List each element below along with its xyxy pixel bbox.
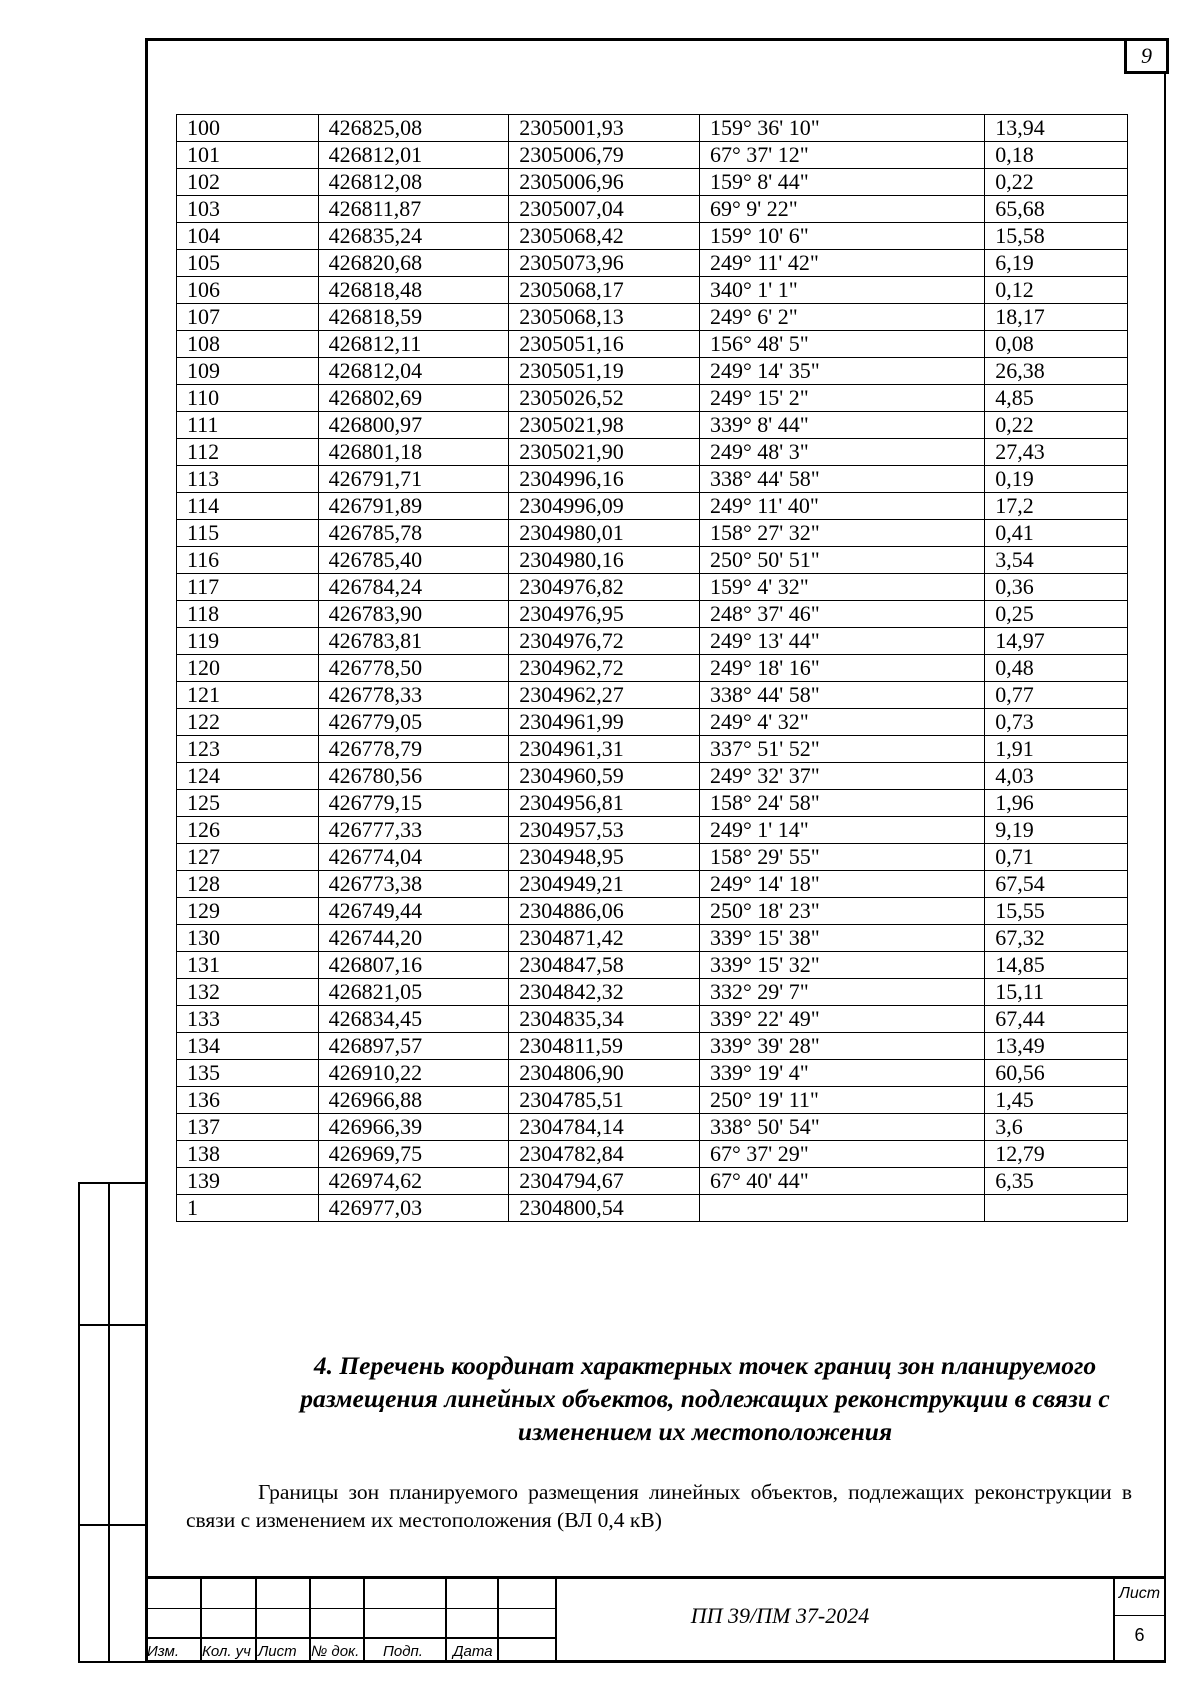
table-cell: 0,77 <box>985 682 1128 709</box>
table-row <box>177 142 1128 169</box>
table-row <box>177 412 1128 439</box>
table-cell: 426749,44 <box>318 898 509 925</box>
table-cell: 339° 39' 28" <box>699 1033 984 1060</box>
table-row <box>177 277 1128 304</box>
table-cell: 426802,69 <box>318 385 509 412</box>
table-row <box>177 844 1128 871</box>
table-row <box>177 709 1128 736</box>
table-row <box>177 196 1128 223</box>
table-cell: 2304962,72 <box>509 655 700 682</box>
stamp-label-doc-num: № док. <box>311 1643 360 1660</box>
table-row <box>177 250 1128 277</box>
table-cell: 337° 51' 52" <box>699 736 984 763</box>
table-row <box>177 898 1128 925</box>
table-cell: 124 <box>177 763 319 790</box>
table-cell: 339° 8' 44" <box>699 412 984 439</box>
table-cell: 159° 10' 6" <box>699 223 984 250</box>
table-cell: 115 <box>177 520 319 547</box>
table-cell: 249° 18' 16" <box>699 655 984 682</box>
table-cell: 249° 14' 35" <box>699 358 984 385</box>
table-cell: 426785,40 <box>318 547 509 574</box>
table-cell: 2305001,93 <box>509 115 700 142</box>
table-cell: 0,22 <box>985 169 1128 196</box>
table-cell: 426791,89 <box>318 493 509 520</box>
table-cell: 2305006,79 <box>509 142 700 169</box>
table-cell: 426807,16 <box>318 952 509 979</box>
table-row <box>177 439 1128 466</box>
table-cell: 0,73 <box>985 709 1128 736</box>
table-cell: 249° 4' 32" <box>699 709 984 736</box>
stamp-label-podp: Подп. <box>383 1643 423 1660</box>
table-cell: 426783,90 <box>318 601 509 628</box>
table-cell: 426777,33 <box>318 817 509 844</box>
table-cell: 136 <box>177 1087 319 1114</box>
table-cell: 249° 11' 40" <box>699 493 984 520</box>
table-row <box>177 1141 1128 1168</box>
table-cell: 0,18 <box>985 142 1128 169</box>
table-cell: 426821,05 <box>318 979 509 1006</box>
table-cell: 2304784,14 <box>509 1114 700 1141</box>
table-cell: 60,56 <box>985 1060 1128 1087</box>
table-cell: 0,36 <box>985 574 1128 601</box>
table-cell: 2304962,27 <box>509 682 700 709</box>
table-cell: 249° 14' 18" <box>699 871 984 898</box>
table-cell: 14,85 <box>985 952 1128 979</box>
table-row <box>177 736 1128 763</box>
table-row <box>177 547 1128 574</box>
table-cell: 339° 19' 4" <box>699 1060 984 1087</box>
table-cell: 158° 27' 32" <box>699 520 984 547</box>
table-cell: 111 <box>177 412 319 439</box>
table-cell: 2305007,04 <box>509 196 700 223</box>
table-cell: 135 <box>177 1060 319 1087</box>
table-cell: 159° 36' 10" <box>699 115 984 142</box>
table-cell: 131 <box>177 952 319 979</box>
table-cell: 0,22 <box>985 412 1128 439</box>
table-row <box>177 952 1128 979</box>
table-cell: 119 <box>177 628 319 655</box>
table-row <box>177 763 1128 790</box>
table-cell: 426785,78 <box>318 520 509 547</box>
table-cell: 113 <box>177 466 319 493</box>
table-cell: 4,03 <box>985 763 1128 790</box>
table-row <box>177 574 1128 601</box>
table-row <box>177 493 1128 520</box>
table-cell: 426811,87 <box>318 196 509 223</box>
table-cell: 338° 50' 54" <box>699 1114 984 1141</box>
table-cell: 123 <box>177 736 319 763</box>
table-cell: 2305068,13 <box>509 304 700 331</box>
table-cell: 2304996,16 <box>509 466 700 493</box>
table-cell: 1,91 <box>985 736 1128 763</box>
table-cell: 27,43 <box>985 439 1128 466</box>
table-cell: 133 <box>177 1006 319 1033</box>
coordinates-table <box>176 114 1128 1222</box>
table-cell: 249° 11' 42" <box>699 250 984 277</box>
table-cell: 249° 32' 37" <box>699 763 984 790</box>
section-heading: 4. Перечень координат характерных точек границ зон планируемого размещения линейных объектов, подлежащих реконструкции в связи с изменением их местоположения <box>300 1351 1110 1446</box>
table-row <box>177 601 1128 628</box>
stamp-label-izm: Изм. <box>147 1643 179 1660</box>
table-cell: 110 <box>177 385 319 412</box>
table-cell: 426812,08 <box>318 169 509 196</box>
table-cell: 17,2 <box>985 493 1128 520</box>
table-cell: 15,11 <box>985 979 1128 1006</box>
table-cell: 18,17 <box>985 304 1128 331</box>
table-cell: 3,54 <box>985 547 1128 574</box>
table-cell: 6,35 <box>985 1168 1128 1195</box>
table-cell: 2305051,16 <box>509 331 700 358</box>
table-cell: 137 <box>177 1114 319 1141</box>
table-cell: 2304785,51 <box>509 1087 700 1114</box>
table-cell: 426783,81 <box>318 628 509 655</box>
table-cell: 118 <box>177 601 319 628</box>
table-cell: 101 <box>177 142 319 169</box>
table-cell: 114 <box>177 493 319 520</box>
table-cell: 0,48 <box>985 655 1128 682</box>
table-cell: 106 <box>177 277 319 304</box>
table-cell: 3,6 <box>985 1114 1128 1141</box>
sheet-number: 6 <box>1134 1625 1145 1645</box>
table-cell: 338° 44' 58" <box>699 682 984 709</box>
stamp-label-list: Лист <box>258 1643 297 1660</box>
table-row <box>177 358 1128 385</box>
table-cell: 426773,38 <box>318 871 509 898</box>
table-cell: 426780,56 <box>318 763 509 790</box>
table-cell: 102 <box>177 169 319 196</box>
table-row <box>177 466 1128 493</box>
table-cell: 122 <box>177 709 319 736</box>
table-cell: 426800,97 <box>318 412 509 439</box>
table-cell: 139 <box>177 1168 319 1195</box>
table-cell: 339° 15' 38" <box>699 925 984 952</box>
table-cell: 426974,62 <box>318 1168 509 1195</box>
table-cell: 138 <box>177 1141 319 1168</box>
table-cell: 107 <box>177 304 319 331</box>
table-cell: 158° 24' 58" <box>699 790 984 817</box>
table-cell: 14,97 <box>985 628 1128 655</box>
table-cell: 426779,05 <box>318 709 509 736</box>
table-cell: 128 <box>177 871 319 898</box>
table-cell: 2305068,17 <box>509 277 700 304</box>
left-margin-strip <box>78 1182 148 1663</box>
table-cell: 156° 48' 5" <box>699 331 984 358</box>
table-cell: 2304948,95 <box>509 844 700 871</box>
table-cell: 426812,04 <box>318 358 509 385</box>
table-cell: 426778,50 <box>318 655 509 682</box>
table-cell: 0,12 <box>985 277 1128 304</box>
table-cell: 339° 15' 32" <box>699 952 984 979</box>
table-cell: 0,08 <box>985 331 1128 358</box>
table-cell: 2304996,09 <box>509 493 700 520</box>
table-cell: 250° 50' 51" <box>699 547 984 574</box>
table-row <box>177 871 1128 898</box>
table-cell: 0,71 <box>985 844 1128 871</box>
table-cell: 426977,03 <box>318 1195 509 1222</box>
table-cell: 127 <box>177 844 319 871</box>
table-cell: 2304835,34 <box>509 1006 700 1033</box>
table-cell: 426778,33 <box>318 682 509 709</box>
table-cell: 2305051,19 <box>509 358 700 385</box>
table-row <box>177 223 1128 250</box>
table-cell: 108 <box>177 331 319 358</box>
sheet-label: Лист <box>1118 1585 1161 1602</box>
table-row <box>177 628 1128 655</box>
table-cell <box>699 1195 984 1222</box>
table-cell: 117 <box>177 574 319 601</box>
table-cell: 426784,24 <box>318 574 509 601</box>
table-row <box>177 115 1128 142</box>
table-cell: 2305026,52 <box>509 385 700 412</box>
stamp-label-kol-uch: Кол. уч <box>202 1643 251 1660</box>
table-cell: 426812,01 <box>318 142 509 169</box>
table-cell: 250° 18' 23" <box>699 898 984 925</box>
page-number-top: 9 <box>1124 38 1169 74</box>
table-cell: 67° 37' 29" <box>699 1141 984 1168</box>
table-cell: 120 <box>177 655 319 682</box>
table-row <box>177 1060 1128 1087</box>
table-cell: 2304956,81 <box>509 790 700 817</box>
table-cell: 13,49 <box>985 1033 1128 1060</box>
table-cell: 65,68 <box>985 196 1128 223</box>
table-cell: 67,32 <box>985 925 1128 952</box>
table-cell: 426910,22 <box>318 1060 509 1087</box>
table-cell <box>985 1195 1128 1222</box>
table-row <box>177 304 1128 331</box>
table-row <box>177 1195 1128 1222</box>
table-cell: 105 <box>177 250 319 277</box>
table-row <box>177 790 1128 817</box>
table-cell: 4,85 <box>985 385 1128 412</box>
table-cell: 15,55 <box>985 898 1128 925</box>
table-cell: 126 <box>177 817 319 844</box>
table-cell: 426969,75 <box>318 1141 509 1168</box>
table-cell: 112 <box>177 439 319 466</box>
table-cell: 2304886,06 <box>509 898 700 925</box>
table-cell: 2304976,72 <box>509 628 700 655</box>
table-row <box>177 682 1128 709</box>
table-cell: 339° 22' 49" <box>699 1006 984 1033</box>
table-cell: 0,19 <box>985 466 1128 493</box>
table-cell: 0,41 <box>985 520 1128 547</box>
table-cell: 104 <box>177 223 319 250</box>
table-cell: 2304957,53 <box>509 817 700 844</box>
table-row <box>177 385 1128 412</box>
table-cell: 249° 6' 2" <box>699 304 984 331</box>
table-row <box>177 1006 1128 1033</box>
table-cell: 340° 1' 1" <box>699 277 984 304</box>
title-block <box>145 1576 1166 1663</box>
stamp-label-data: Дата <box>453 1643 493 1660</box>
table-cell: 2304847,58 <box>509 952 700 979</box>
table-cell: 426818,59 <box>318 304 509 331</box>
table-cell: 2305068,42 <box>509 223 700 250</box>
table-cell: 26,38 <box>985 358 1128 385</box>
table-row <box>177 925 1128 952</box>
table-cell: 2304976,82 <box>509 574 700 601</box>
table-cell: 426818,48 <box>318 277 509 304</box>
table-cell: 426779,15 <box>318 790 509 817</box>
table-cell: 67° 40' 44" <box>699 1168 984 1195</box>
table-row <box>177 1114 1128 1141</box>
table-cell: 426897,57 <box>318 1033 509 1060</box>
table-cell: 426778,79 <box>318 736 509 763</box>
table-cell: 1,96 <box>985 790 1128 817</box>
table-cell: 158° 29' 55" <box>699 844 984 871</box>
table-cell: 109 <box>177 358 319 385</box>
table-row <box>177 520 1128 547</box>
table-cell: 2304949,21 <box>509 871 700 898</box>
table-cell: 332° 29' 7" <box>699 979 984 1006</box>
table-cell: 15,58 <box>985 223 1128 250</box>
table-cell: 426835,24 <box>318 223 509 250</box>
document-code: ПП 39/ПМ 37-2024 <box>690 1603 870 1628</box>
table-cell: 249° 13' 44" <box>699 628 984 655</box>
table-cell: 69° 9' 22" <box>699 196 984 223</box>
table-row <box>177 1033 1128 1060</box>
table-cell: 426820,68 <box>318 250 509 277</box>
table-row <box>177 817 1128 844</box>
table-cell: 2304806,90 <box>509 1060 700 1087</box>
table-cell: 100 <box>177 115 319 142</box>
table-cell: 426834,45 <box>318 1006 509 1033</box>
table-cell: 132 <box>177 979 319 1006</box>
table-cell: 249° 1' 14" <box>699 817 984 844</box>
table-cell: 103 <box>177 196 319 223</box>
table-cell: 13,94 <box>985 115 1128 142</box>
table-cell: 116 <box>177 547 319 574</box>
table-cell: 426966,39 <box>318 1114 509 1141</box>
table-cell: 6,19 <box>985 250 1128 277</box>
table-cell: 426801,18 <box>318 439 509 466</box>
table-cell: 2304871,42 <box>509 925 700 952</box>
table-cell: 2305073,96 <box>509 250 700 277</box>
table-cell: 67,54 <box>985 871 1128 898</box>
table-row <box>177 1087 1128 1114</box>
table-cell: 2304842,32 <box>509 979 700 1006</box>
table-cell: 2304782,84 <box>509 1141 700 1168</box>
table-cell: 1 <box>177 1195 319 1222</box>
table-cell: 248° 37' 46" <box>699 601 984 628</box>
table-cell: 121 <box>177 682 319 709</box>
table-cell: 2304961,31 <box>509 736 700 763</box>
table-row <box>177 979 1128 1006</box>
table-cell: 2305021,90 <box>509 439 700 466</box>
table-row <box>177 1168 1128 1195</box>
table-row <box>177 169 1128 196</box>
table-cell: 9,19 <box>985 817 1128 844</box>
table-cell: 2304960,59 <box>509 763 700 790</box>
table-cell: 129 <box>177 898 319 925</box>
table-cell: 2305021,98 <box>509 412 700 439</box>
table-cell: 426812,11 <box>318 331 509 358</box>
table-cell: 2304980,16 <box>509 547 700 574</box>
table-cell: 130 <box>177 925 319 952</box>
table-cell: 426966,88 <box>318 1087 509 1114</box>
table-cell: 2304794,67 <box>509 1168 700 1195</box>
table-cell: 426774,04 <box>318 844 509 871</box>
table-row <box>177 331 1128 358</box>
body-paragraph: Границы зон планируемого размещения линейных объектов, подлежащих реконструкции в связи с изменением их местоположения (ВЛ 0,4 кВ) <box>186 1480 1132 1532</box>
table-cell: 2304976,95 <box>509 601 700 628</box>
table-row <box>177 655 1128 682</box>
table-cell: 2305006,96 <box>509 169 700 196</box>
table-cell: 159° 4' 32" <box>699 574 984 601</box>
table-cell: 338° 44' 58" <box>699 466 984 493</box>
table-cell: 2304811,59 <box>509 1033 700 1060</box>
table-cell: 67° 37' 12" <box>699 142 984 169</box>
table-cell: 426791,71 <box>318 466 509 493</box>
table-cell: 134 <box>177 1033 319 1060</box>
table-cell: 250° 19' 11" <box>699 1087 984 1114</box>
table-cell: 249° 48' 3" <box>699 439 984 466</box>
table-cell: 249° 15' 2" <box>699 385 984 412</box>
table-cell: 125 <box>177 790 319 817</box>
table-cell: 2304800,54 <box>509 1195 700 1222</box>
table-cell: 426825,08 <box>318 115 509 142</box>
table-cell: 1,45 <box>985 1087 1128 1114</box>
table-cell: 426744,20 <box>318 925 509 952</box>
table-cell: 67,44 <box>985 1006 1128 1033</box>
table-cell: 2304961,99 <box>509 709 700 736</box>
table-cell: 159° 8' 44" <box>699 169 984 196</box>
table-cell: 0,25 <box>985 601 1128 628</box>
table-cell: 12,79 <box>985 1141 1128 1168</box>
table-cell: 2304980,01 <box>509 520 700 547</box>
